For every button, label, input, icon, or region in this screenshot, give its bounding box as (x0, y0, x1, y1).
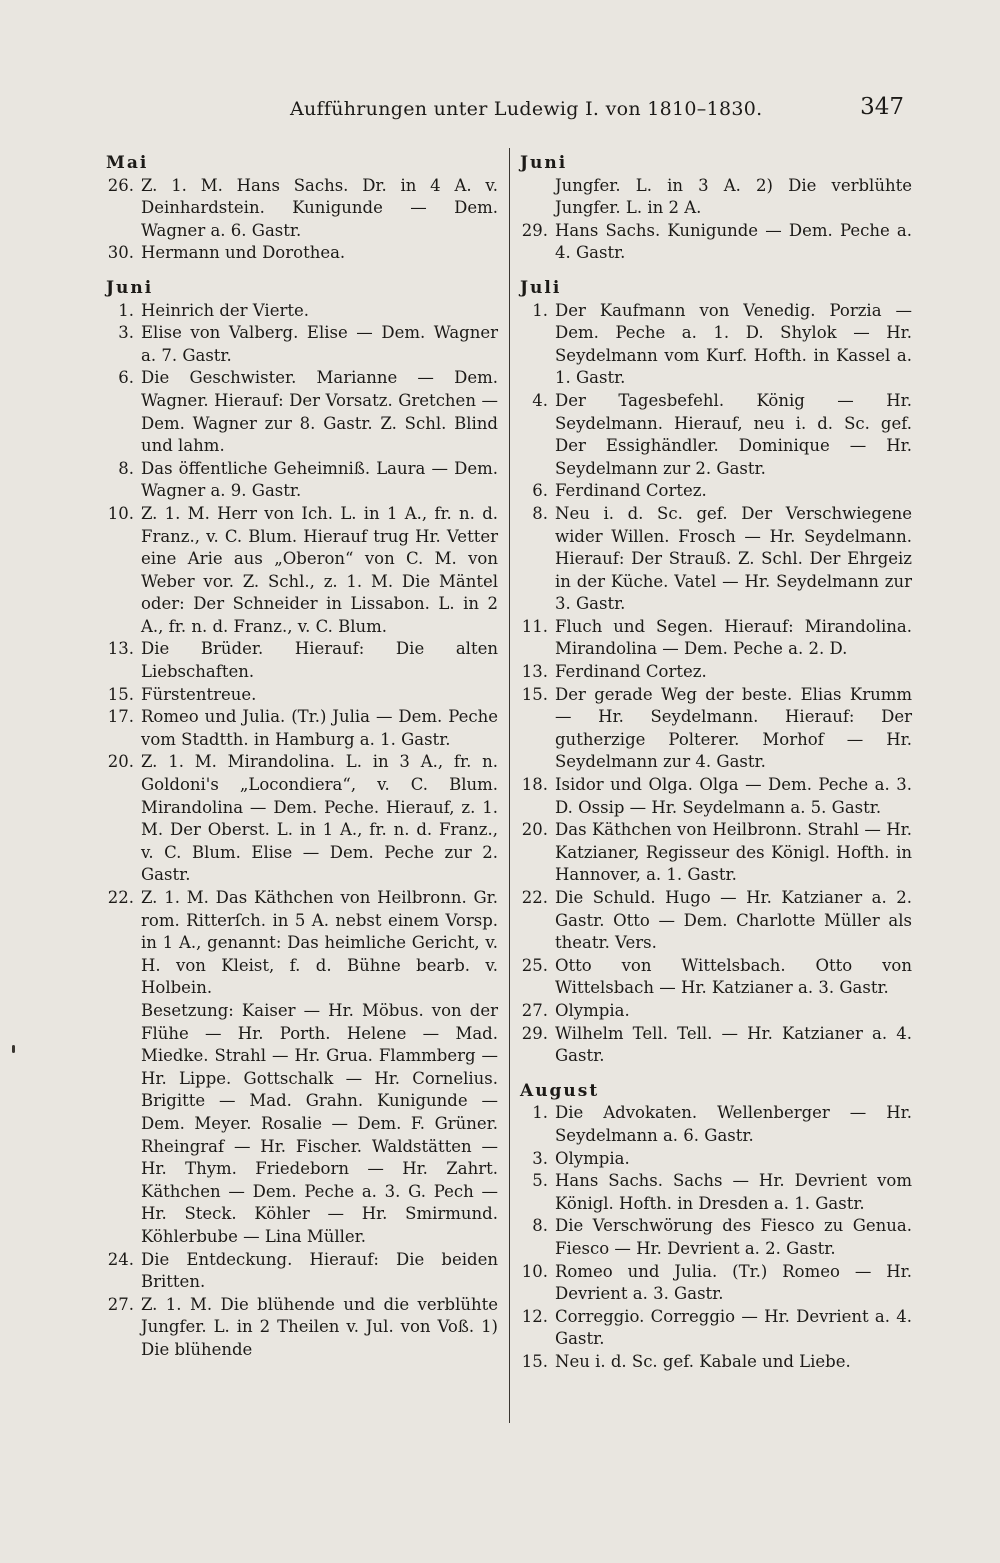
entry-text: Correggio. Correggio — Hr. Devrient a. 4. Gastr. (555, 1306, 912, 1349)
entry-text: Ferdinand Cortez. (555, 662, 707, 682)
performance-entry (520, 955, 912, 1000)
performance-entry (520, 1261, 912, 1306)
page-header (100, 92, 908, 132)
entry-date: 17. (107, 707, 134, 727)
entry-date: 13. (521, 662, 548, 682)
performance-entry (520, 616, 912, 661)
month-heading: Juli (520, 277, 562, 298)
performance-entry (106, 367, 498, 457)
entry-date: 15. (521, 1351, 548, 1371)
performance-entry (106, 684, 498, 707)
month-heading: Mai (106, 153, 149, 173)
entry-text: Isidor und Olga. Olga — Dem. Peche a. 3. D. Ossip — Hr. Seydelmann a. 5. Gastr. (555, 775, 912, 817)
entry-text: Das öffentliche Geheimniß. Laura — Dem. Wagner a. 9. Gastr. (141, 458, 498, 501)
entry-date: 29. (521, 220, 548, 240)
entry-text: Fluch und Segen. Hierauf: Mirandolina. Mirandolina — Dem. Peche a. 2. D. (555, 616, 912, 659)
performance-entry (520, 684, 912, 774)
month-heading: Juni (106, 277, 154, 298)
entry-date: 30. (107, 243, 134, 263)
section-gap (520, 1068, 912, 1076)
entry-text: Das Käthchen von Heilbronn. Strahl — Hr. Katzianer, Regisseur des Königl. Hofth. in Hannover, a. 1. Gastr. (555, 820, 912, 885)
entry-text: Z. 1. M. Herr von Ich. L. in 1 A., fr. n. d. Franz., v. C. Blum. Hierauf trug Hr. Vetter eine Arie aus „Oberon“ von C. M. von Weber vor. Z. Schl., z. 1. M. Die Mäntel oder: Der Schneider in Lissabon. L. in 2 A., fr. n. d. Franz., v. C. Blum. (141, 503, 498, 636)
performance-entry (520, 1306, 912, 1351)
performance-entry (520, 480, 912, 503)
performance-entry (520, 503, 912, 616)
month-heading: August (520, 1080, 600, 1101)
performance-entry (520, 1023, 912, 1068)
left-column (106, 148, 498, 1361)
entry-date: 6. (118, 368, 134, 388)
entry-text: Die Advokaten. Wellenberger — Hr. Seydelmann a. 6. Gastr. (555, 1103, 912, 1145)
entry-date: 10. (521, 1261, 548, 1281)
entry-date: 8. (532, 1216, 548, 1236)
entry-text: Wilhelm Tell. Tell. — Hr. Katzianer a. 4. Gastr. (555, 1023, 912, 1066)
entry-date: 20. (521, 820, 548, 840)
entry-text: Hans Sachs. Sachs — Hr. Devrient vom Königl. Hofth. in Dresden a. 1. Gastr. (555, 1171, 912, 1213)
entry-date: 27. (521, 1000, 548, 1020)
entry-text: Die Brüder. Hierauf: Die alten Liebschaften. (141, 639, 498, 682)
entry-date: 10. (107, 503, 134, 523)
performance-entry (520, 887, 912, 955)
entry-date: 25. (521, 955, 548, 975)
column-divider (509, 148, 510, 1423)
performance-entry (520, 819, 912, 887)
performance-entry (520, 661, 912, 684)
page-number: 347 (860, 94, 904, 120)
performance-entry (106, 887, 498, 1000)
entry-date: 29. (521, 1023, 548, 1043)
entry-date: 13. (107, 639, 134, 659)
section-gap (520, 265, 912, 273)
performance-entry (520, 1170, 912, 1215)
performance-entry (106, 242, 498, 265)
performance-entry (520, 1351, 912, 1374)
entry-text: Heinrich der Vierte. (141, 300, 309, 320)
performance-entry (106, 706, 498, 751)
entry-date: 26. (107, 175, 134, 195)
entry-date: 22. (107, 888, 134, 907)
running-title: Aufführungen unter Ludewig I. von 1810–1830. (290, 98, 763, 120)
performance-entry (520, 300, 912, 390)
entry-date: 5. (532, 1171, 548, 1191)
entry-date: 27. (107, 1294, 134, 1314)
entry-date: 3. (532, 1148, 548, 1168)
entry-text: Der Kaufmann von Venedig. Porzia — Dem. Peche a. 1. D. Shylok — Hr. Seydelmann vom Kurf. Hofth. in Kassel a. 1. Gastr. (555, 300, 912, 388)
month-heading: Juni (520, 153, 568, 173)
entry-date: 24. (107, 1249, 134, 1269)
entry-date: 12. (521, 1306, 548, 1326)
entry-text: Neu i. d. Sc. gef. Der Verschwiegene wider Willen. Frosch — Hr. Seydelmann. Hierauf: Der Strauß. Z. Schl. Der Ehrgeiz in der Küche. Vatel — Hr. Seydelmann zur 3. Gastr. (555, 503, 912, 614)
entry-text: Besetzung: Kaiser — Hr. Möbus. von der Flühe — Hr. Porth. Helene — Mad. Miedke. Strahl — Hr. Grua. Flammberg — Hr. Lippe. Gottschalk — Hr. Cornelius. Brigitte — Mad. Grahn. Kunigunde — Dem. Meyer. Rosalie — Dem. F. Grüner. Rheingraf — Hr. Fischer. Waldstätten — Hr. Thym. Friedeborn — Hr. Zahrt. Käthchen — Dem. Peche a. 3. G. Pech — Hr. Steck. Köhler — Hr. Smirmund. Köhlerbube — Lina Müller. (141, 1000, 498, 1246)
entry-date: 3. (118, 323, 134, 343)
performance-entry (106, 1294, 498, 1362)
entry-date: 22. (521, 888, 548, 907)
entry-date: 1. (532, 1103, 548, 1123)
entry-text: Otto von Wittelsbach. Otto von Wittelsbach — Hr. Katzianer a. 3. Gastr. (555, 955, 912, 998)
performance-entry (106, 175, 498, 243)
entry-text: Die Entdeckung. Hierauf: Die beiden Britten. (141, 1249, 498, 1292)
entry-text: Romeo und Julia. (Tr.) Romeo — Hr. Devrient a. 3. Gastr. (555, 1261, 912, 1304)
performance-entry (106, 503, 498, 639)
right-column (520, 148, 912, 1373)
performance-entry (106, 1000, 498, 1249)
entry-text: Hermann und Dorothea. (141, 243, 346, 263)
entry-text: Die Schuld. Hugo — Hr. Katzianer a. 2. Gastr. Otto — Dem. Charlotte Müller als theatr. Vers. (555, 888, 912, 953)
performance-entry (520, 1148, 912, 1171)
entry-date: 4. (532, 390, 548, 410)
entry-date: 15. (521, 684, 548, 704)
entry-date: 8. (532, 503, 548, 523)
entry-text: Z. 1. M. Das Käthchen von Heilbronn. Gr. rom. Ritterſch. in 5 A. nebst einem Vorsp. in 1 A., genannt: Das heimliche Gericht, v. H. von Kleist, f. d. Bühne bearb. v. Holbein. (141, 888, 498, 998)
entry-date: 18. (521, 775, 548, 795)
performance-entry (520, 1215, 912, 1260)
entry-date: 15. (107, 684, 134, 704)
margin-mark (12, 1045, 15, 1053)
entry-date: 8. (118, 458, 134, 478)
entry-text: Olympia. (555, 1148, 630, 1168)
entry-text: Hans Sachs. Kunigunde — Dem. Peche a. 4. Gastr. (555, 220, 912, 263)
entry-text: Der Tagesbefehl. König — Hr. Seydelmann. Hierauf, neu i. d. Sc. gef. Der Essighändler. Dominique — Hr. Seydelmann zur 2. Gastr. (555, 390, 912, 478)
performance-entry (520, 175, 912, 220)
entry-text: Jungfer. L. in 3 A. 2) Die verblühte Jungfer. L. in 2 A. (555, 175, 912, 218)
entry-text: Ferdinand Cortez. (555, 481, 707, 501)
entry-text: Z. 1. M. Die blühende und die verblühte Jungfer. L. in 2 Theilen v. Jul. von Voß. 1) Die blühende (141, 1294, 498, 1359)
entry-date: 6. (532, 481, 548, 501)
entry-text: Elise von Valberg. Elise — Dem. Wagner a. 7. Gastr. (141, 323, 498, 365)
section-gap (106, 265, 498, 273)
performance-entry (106, 638, 498, 683)
performance-entry (106, 322, 498, 367)
performance-entry (520, 1102, 912, 1147)
entry-text: Die Geschwister. Marianne — Dem. Wagner. Hierauf: Der Vorsatz. Gretchen — Dem. Wagner zur 8. Gastr. Z. Schl. Blind und lahm. (141, 368, 498, 456)
entry-text: Olympia. (555, 1000, 630, 1020)
entry-text: Z. 1. M. Hans Sachs. Dr. in 4 A. v. Deinhardstein. Kunigunde — Dem. Wagner a. 6. Gastr. (141, 175, 498, 240)
entry-text: Z. 1. M. Mirandolina. L. in 3 A., fr. n. Goldoni's „Locondiera“, v. C. Blum. Mirandolina — Dem. Peche. Hierauf, z. 1. M. Der Oberst. L. in 1 A., fr. n. d. Franz., v. C. Blum. Elise — Dem. Peche zur 2. Gastr. (141, 752, 498, 885)
entry-text: Die Verschwörung des Fiesco zu Genua. Fiesco — Hr. Devrient a. 2. Gastr. (555, 1216, 912, 1258)
entry-date: 20. (107, 752, 134, 772)
entry-date: 1. (118, 300, 134, 320)
performance-entry (106, 751, 498, 887)
entry-text: Neu i. d. Sc. gef. Kabale und Liebe. (555, 1351, 851, 1371)
performance-entry (520, 774, 912, 819)
entry-text: Romeo und Julia. (Tr.) Julia — Dem. Peche vom Stadtth. in Hamburg a. 1. Gastr. (141, 707, 498, 749)
performance-entry (106, 300, 498, 323)
entry-text: Der gerade Weg der beste. Elias Krumm — Hr. Seydelmann. Hierauf: Der gutherzige Polterer. Morhof — Hr. Seydelmann zur 4. Gastr. (555, 684, 912, 772)
entry-date: 11. (521, 616, 548, 636)
performance-entry (520, 390, 912, 480)
entry-date: 1. (532, 300, 548, 320)
performance-entry (520, 1000, 912, 1023)
entry-text: Fürstentreue. (141, 684, 257, 704)
performance-entry (106, 458, 498, 503)
performance-entry (106, 1249, 498, 1294)
performance-entry (520, 220, 912, 265)
